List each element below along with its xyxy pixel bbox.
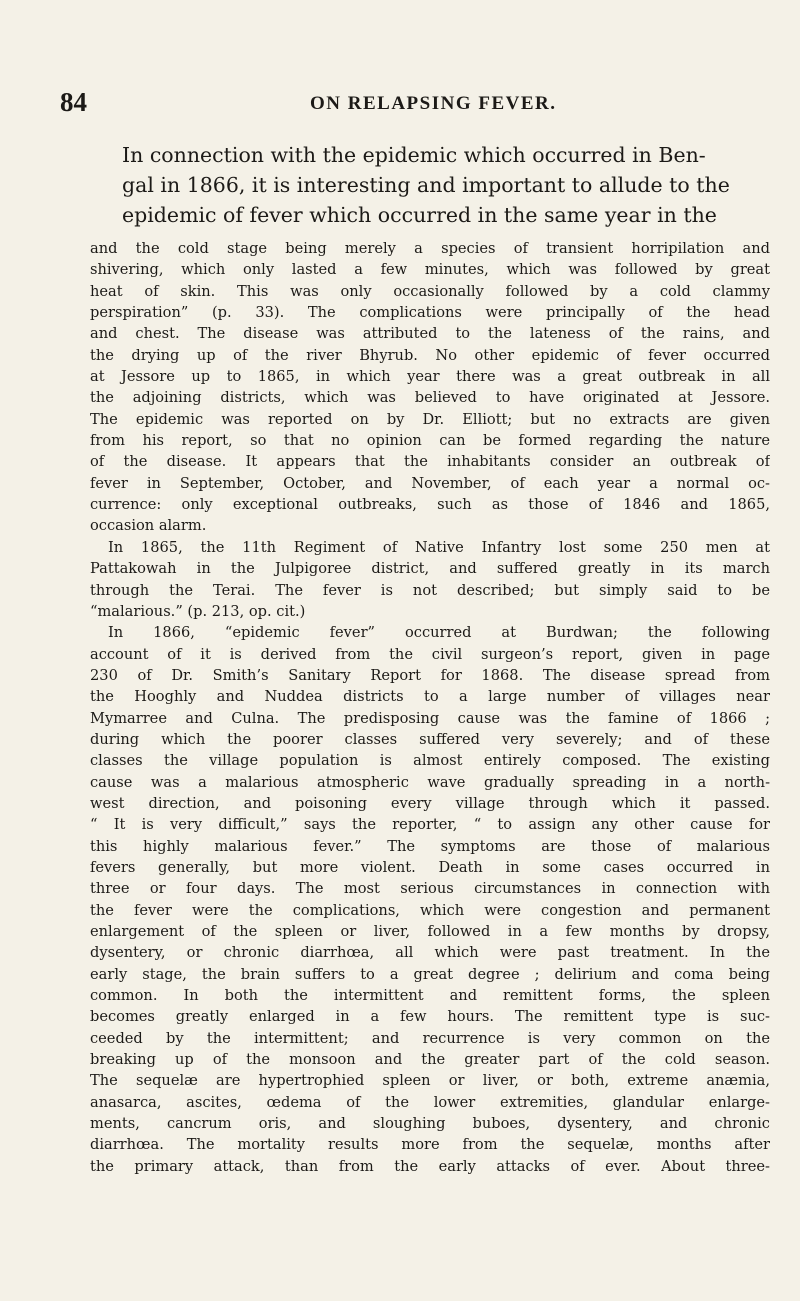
body-line: west direction, and poisoning every village through which it passed.	[90, 794, 770, 812]
body-line: and the cold stage being merely a species of transient horripilation and	[90, 240, 770, 257]
body-line: shivering, which only lasted a few minutes, which was followed by great	[90, 261, 770, 279]
lead-line: gal in 1866, it is interesting and important to allude to the	[122, 173, 730, 197]
lead-line: In connection with the epidemic which occurred in Ben-	[122, 143, 706, 167]
body-line: the adjoining districts, which was believed to have originated at Jessore.	[90, 389, 770, 407]
body-line: the drying up of the river Bhyrub. No other epidemic of fever occurred	[90, 346, 770, 364]
body-line: Pattakowah in the Julpigoree district, and suffered greatly in its march	[90, 560, 770, 578]
body-line: heat of skin. This was only occasionally followed by a cold clammy	[90, 282, 770, 300]
page-number: 84	[60, 87, 87, 117]
body-line: “ It is very difficult,” says the reporter, “ to assign any other cause for	[90, 816, 770, 834]
body-line: and chest. The disease was attributed to the lateness of the rains, and	[90, 325, 770, 343]
body-line: perspiration” (p. 33). The complications were principally of the head	[90, 304, 770, 322]
body-line: classes the village population is almost entirely composed. The existing	[90, 752, 770, 770]
body-line: early stage, the brain suffers to a great degree ; delirium and coma being	[90, 965, 770, 983]
body-line: the fever were the complications, which were congestion and permanent	[90, 901, 770, 919]
body-line: The epidemic was reported on by Dr. Elliott; but no extracts are given	[90, 410, 770, 428]
body-line: three or four days. The most serious circumstances in connection with	[90, 880, 770, 898]
body-line: dysentery, or chronic diarrhœa, all which were past treatment. In the	[90, 944, 770, 962]
body-line: during which the poorer classes suffered very severely; and of these	[90, 730, 770, 748]
body-line: breaking up of the monsoon and the greater part of the cold season.	[90, 1051, 770, 1069]
body-line: The sequelæ are hypertrophied spleen or liver, or both, extreme anæmia,	[90, 1072, 770, 1090]
body-line: “malarious.” (p. 213, op. cit.)	[90, 602, 306, 620]
lead-paragraph	[122, 140, 762, 230]
running-title: ON RELAPSING FEVER.	[310, 93, 557, 114]
body-line: the Hooghly and Nuddea districts to a large number of villages near	[90, 688, 770, 706]
body-line: In 1866, “epidemic fever” occurred at Burdwan; the following	[108, 624, 770, 642]
body-line: enlargement of the spleen or liver, followed in a few months by dropsy,	[90, 923, 770, 940]
body-line: diarrhœa. The mortality results more from the sequelæ, months after	[90, 1136, 770, 1154]
body-line: cause was a malarious atmospheric wave gradually spreading in a north-	[90, 773, 770, 791]
body-line: 230 of Dr. Smith’s Sanitary Report for 1868. The disease spread from	[90, 666, 770, 684]
body-line: through the Terai. The fever is not described; but simply said to be	[90, 581, 770, 599]
page-header	[0, 86, 800, 126]
body-line: of the disease. It appears that the inhabitants consider an outbreak of	[90, 453, 770, 471]
body-line: account of it is derived from the civil surgeon’s report, given in page	[90, 645, 770, 663]
body-line: becomes greatly enlarged in a few hours. The remittent type is suc-	[90, 1008, 770, 1026]
body-line: the primary attack, than from the early attacks of ever. About three-	[90, 1157, 770, 1175]
body-line: ments, cancrum oris, and sloughing buboes, dysentery, and chronic	[90, 1115, 770, 1133]
body-line: common. In both the intermittent and remittent forms, the spleen	[90, 987, 770, 1005]
body-line: fevers generally, but more violent. Death in some cases occurred in	[90, 858, 770, 876]
lead-line: epidemic of fever which occurred in the same year in the	[122, 203, 717, 227]
body-line: anasarca, ascites, œdema of the lower extremities, glandular enlarge-	[90, 1093, 770, 1111]
body-line: at Jessore up to 1865, in which year there was a great outbreak in all	[90, 368, 770, 386]
body-line: occasion alarm.	[90, 517, 207, 535]
body-line: Mymarree and Culna. The predisposing cause was the famine of 1866 ;	[90, 709, 770, 727]
body-line: ceeded by the intermittent; and recurrence is very common on the	[90, 1029, 770, 1047]
body-line: from his report, so that no opinion can be formed regarding the nature	[90, 432, 770, 450]
body-line: currence: only exceptional outbreaks, such as those of 1846 and 1865,	[90, 496, 770, 514]
body-line: In 1865, the 11th Regiment of Native Infantry lost some 250 men at	[108, 538, 770, 556]
body-text	[90, 238, 770, 1177]
body-line: fever in September, October, and November, of each year a normal oc-	[90, 474, 770, 492]
body-line: this highly malarious fever.” The symptoms are those of malarious	[90, 837, 770, 855]
